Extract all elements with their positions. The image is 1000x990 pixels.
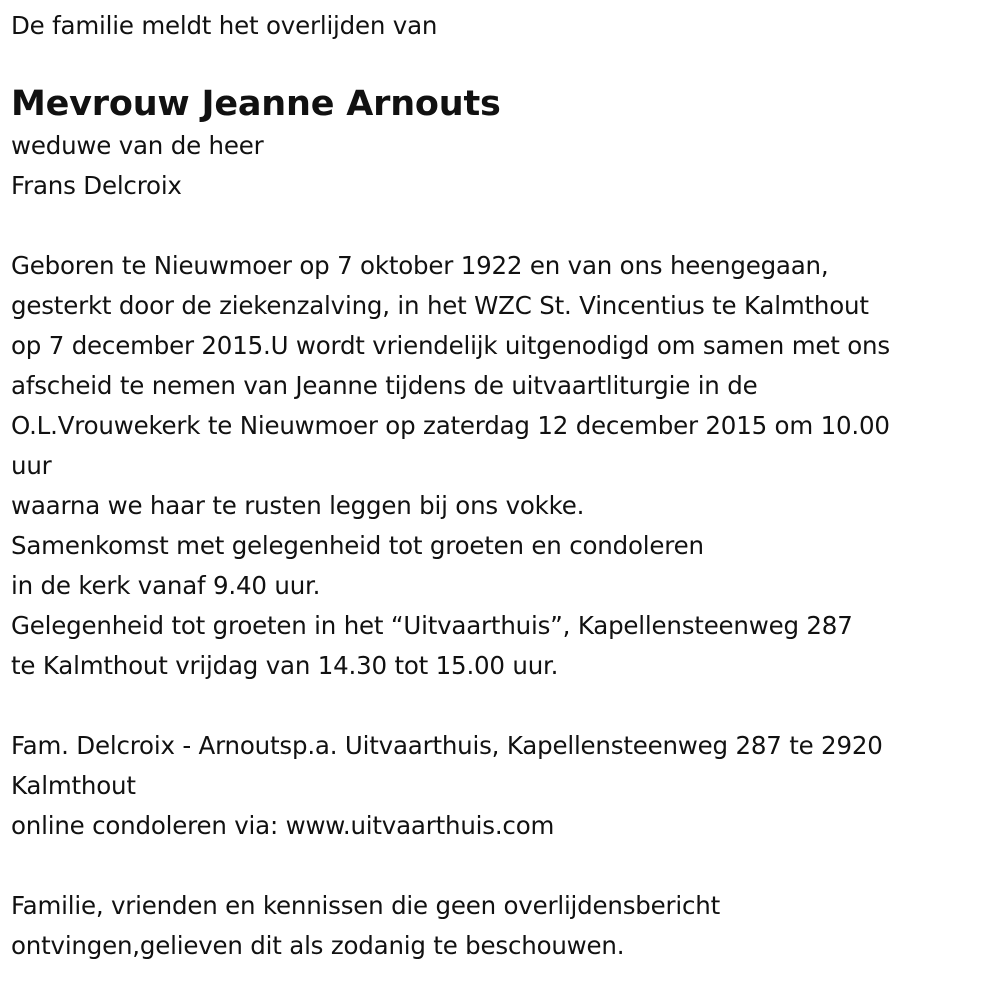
closing-block [11, 886, 996, 966]
announcement-line: Geboren te Nieuwmoer op 7 oktober 1922 en van ons heengegaan, [11, 251, 829, 280]
announcement-line: O.L.Vrouwekerk te Nieuwmoer op zaterdag 12 december 2015 om 10.00 [11, 411, 890, 440]
announcement-block [11, 246, 996, 686]
closing-line: ontvingen,gelieven dit als zodanig te beschouwen. [11, 931, 625, 960]
announcement-line: Samenkomst met gelegenheid tot groeten en condoleren [11, 531, 704, 560]
announcement-line: te Kalmthout vrijdag van 14.30 tot 15.00 uur. [11, 651, 559, 680]
spacer [11, 686, 996, 726]
deceased-name: Mevrouw Jeanne Arnouts [11, 84, 501, 124]
spouse-name: Frans Delcroix [11, 171, 182, 200]
announcement-line: in de kerk vanaf 9.40 uur. [11, 571, 321, 600]
announcement-line: gesterkt door de ziekenzalving, in het WZC St. Vincentius te Kalmthout [11, 291, 869, 320]
closing-line: Familie, vrienden en kennissen die geen overlijdensbericht [11, 891, 720, 920]
announcement-line: waarna we haar te rusten leggen bij ons vokke. [11, 491, 585, 520]
death-notice [11, 0, 996, 966]
spacer [11, 206, 996, 246]
announcement-line: uur [11, 451, 52, 480]
announcement-line: afscheid te nemen van Jeanne tijdens de uitvaartliturgie in de [11, 371, 758, 400]
spacer [11, 846, 996, 886]
spouse-relation: weduwe van de heer [11, 131, 264, 160]
contact-line: Fam. Delcroix - Arnoutsp.a. Uitvaarthuis, Kapellensteenweg 287 te 2920 [11, 731, 883, 760]
contact-block [11, 726, 996, 846]
announcement-line: Gelegenheid tot groeten in het “Uitvaarthuis”, Kapellensteenweg 287 [11, 611, 853, 640]
announcement-line: op 7 december 2015.U wordt vriendelijk uitgenodigd om samen met ons [11, 331, 890, 360]
online-condolence-line: online condoleren via: www.uitvaarthuis.com [11, 811, 555, 840]
contact-line: Kalmthout [11, 771, 136, 800]
intro-text: De familie meldt het overlijden van [11, 11, 438, 40]
